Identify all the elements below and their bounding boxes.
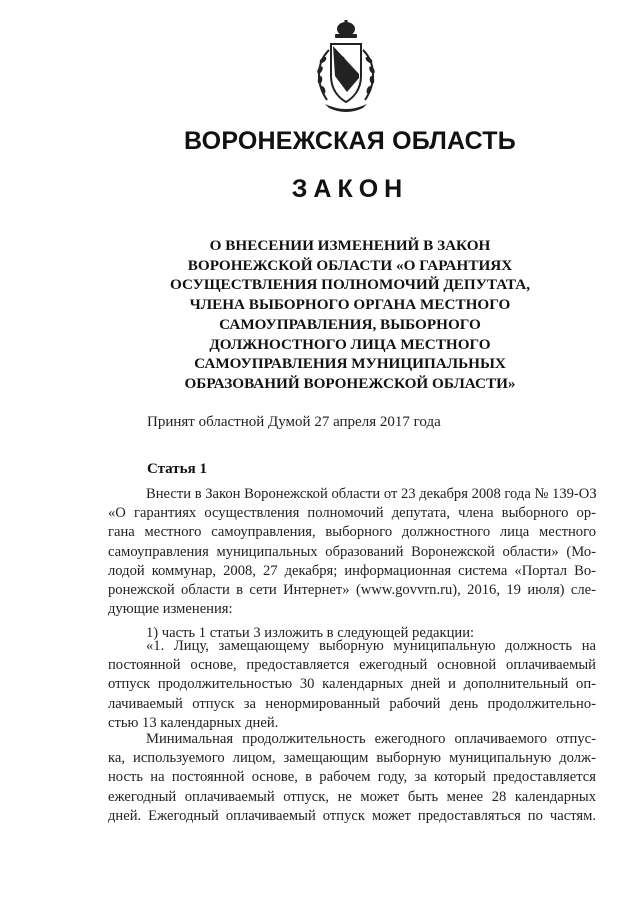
- title-line: САМОУПРАВЛЕНИЯ МУНИЦИПАЛЬНЫХ: [194, 355, 506, 373]
- paragraph-line: ка, используемого лицом, замещающим выборную муниципальную долж-: [108, 750, 596, 767]
- paragraph-line: ность на постоянной основе, в рабочем году, за который предоставляется: [108, 769, 596, 786]
- title-line: ОБРАЗОВАНИЙ ВОРОНЕЖСКОЙ ОБЛАСТИ»: [184, 374, 516, 392]
- paragraph-line: лачиваемый отпуск за ненормированный рабочий день продолжительно-: [108, 695, 596, 712]
- paragraph-line: дней. Ежегодный оплачиваемый отпуск может предоставляться по частям.: [108, 807, 596, 824]
- title-line: САМОУПРАВЛЕНИЯ, ВЫБОРНОГО: [219, 315, 481, 333]
- paragraph-line: «О гарантиях осуществления полномочий депутата, члена выборного ор-: [108, 505, 596, 522]
- article-heading: Статья 1: [147, 461, 207, 477]
- adoption-date: Принят областной Думой 27 апреля 2017 года: [147, 414, 441, 430]
- title-line: ОСУЩЕСТВЛЕНИЯ ПОЛНОМОЧИЙ ДЕПУТАТА,: [169, 276, 531, 294]
- law-title: [0, 236, 640, 394]
- paragraph-line: дующие изменения:: [108, 601, 233, 618]
- paragraph-line: отпуск продолжительностью 30 календарных дней и дополнительный оп-: [108, 676, 596, 693]
- paragraph-line: самоуправления муниципальных образований Воронежской области» (Мо-: [108, 543, 596, 560]
- paragraph-line: лодой коммунар, 2008, 27 декабря; информационная система «Портал Во-: [108, 562, 596, 579]
- region-name: ВОРОНЕЖСКАЯ ОБЛАСТЬ: [184, 127, 516, 155]
- article-paragraph: [108, 730, 596, 826]
- title-line: ДОЛЖНОСТНОГО ЛИЦА МЕСТНОГО: [209, 335, 491, 353]
- paragraph-line: 1) часть 1 статьи 3 изложить в следующей редакции:: [146, 625, 475, 641]
- paragraph-line: «1. Лицу, замещающему выборную муниципальную должность на: [146, 638, 596, 654]
- paragraph-line: постоянной основе, предоставляется ежегодный основной оплачиваемый: [108, 657, 596, 674]
- paragraph-line: ежегодный оплачиваемый отпуск, не может быть менее 28 календарных: [108, 788, 596, 805]
- article-paragraph: [108, 485, 596, 619]
- voronezh-coat-of-arms-icon: [313, 20, 379, 112]
- paragraph-line: гана местного самоуправления, выборного должностного лица местного: [108, 524, 596, 541]
- paragraph-line: ронежской области в сети Интернет» (www.govvrn.ru), 2016, 19 июля) сле-: [108, 582, 596, 599]
- paragraph-line: Внести в Закон Воронежской области от 23 декабря 2008 года № 139-ОЗ: [146, 486, 597, 502]
- title-line: ЧЛЕНА ВЫБОРНОГО ОРГАНА МЕСТНОГО: [189, 296, 511, 314]
- title-line: О ВНЕСЕНИИ ИЗМЕНЕНИЙ В ЗАКОН: [209, 237, 491, 254]
- document-type: ЗАКОН: [291, 175, 409, 203]
- title-line: ВОРОНЕЖСКОЙ ОБЛАСТИ «О ГАРАНТИЯХ: [187, 256, 513, 274]
- paragraph-line: стью 13 календарных дней.: [108, 714, 279, 731]
- article-paragraph: [108, 637, 596, 733]
- paragraph-line: Минимальная продолжительность ежегодного оплачиваемого отпус-: [146, 731, 596, 747]
